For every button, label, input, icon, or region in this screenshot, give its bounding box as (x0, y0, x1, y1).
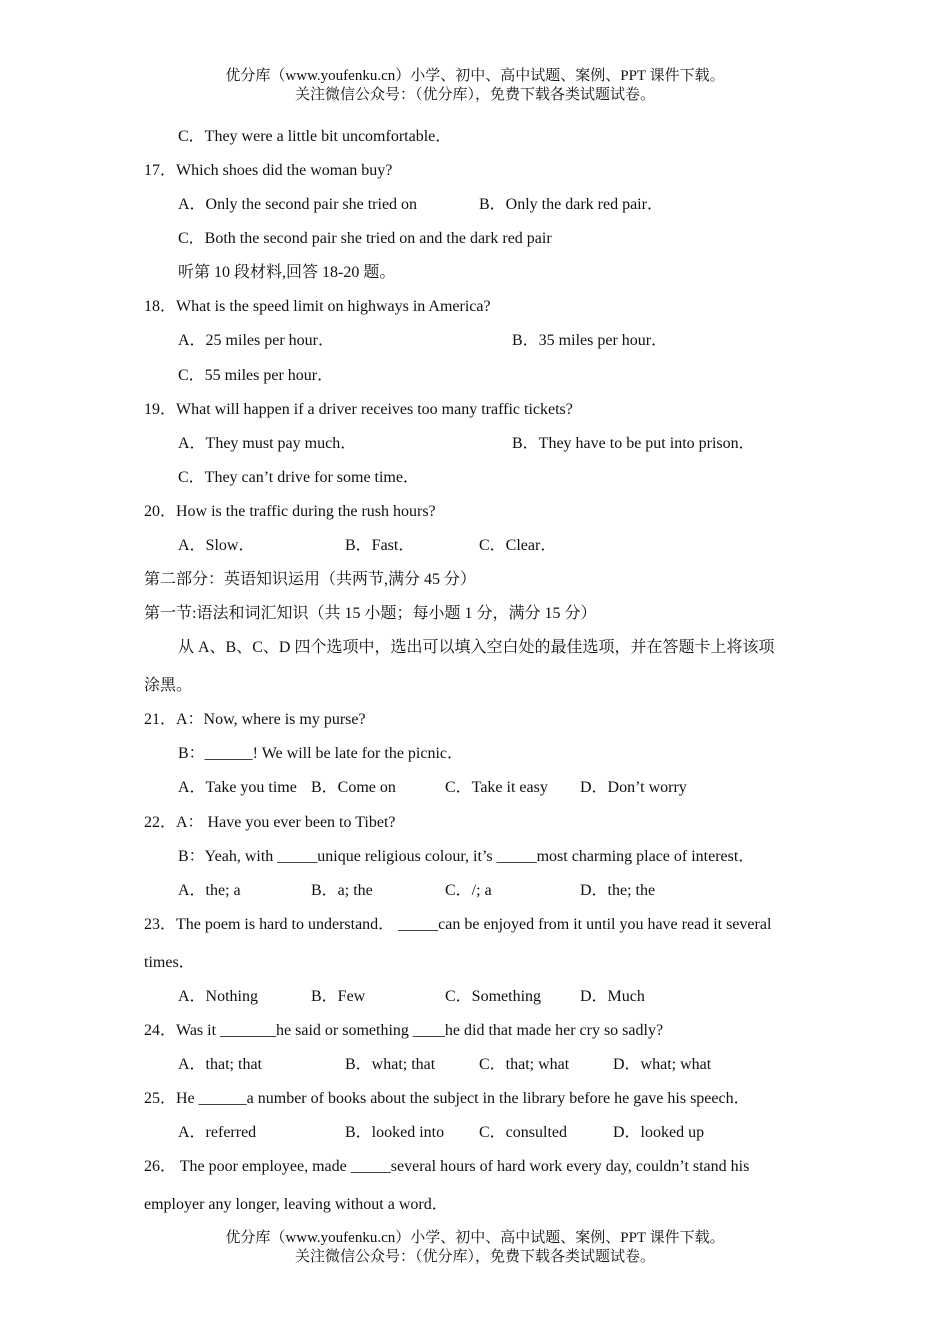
q23-option-a: A．Nothing (178, 988, 259, 1005)
q24-option-d: D．what; what (613, 1056, 712, 1073)
header-line-1: 优分库（www.youfenku.cn）小学、初中、高中试题、案例、PPT 课件下载。 (225, 68, 725, 84)
q25-option-a: A．referred (178, 1124, 257, 1141)
q24-option-b: B．what; that (345, 1056, 436, 1073)
section-one-heading: 第一节:语法和词汇知识（共 15 小题；每小题 1 分，满分 15 分） (144, 605, 597, 622)
q22-option-c: C．/; a (445, 882, 492, 899)
q16-option-c: C．They were a little bit uncomfortable． (178, 128, 452, 145)
q19-option-b: B．They have to be put into prison． (512, 435, 755, 452)
q25-option-d: D．looked up (613, 1124, 705, 1141)
q24-stem: 24．Was it _______he said or something ____he did that made her cry so sadly? (144, 1022, 664, 1039)
q19-stem: 19．What will happen if a driver receives too many traffic tickets? (144, 401, 573, 418)
q18-option-c: C．55 miles per hour． (178, 367, 334, 384)
q17-option-c: C．Both the second pair she tried on and the dark red pair (178, 230, 552, 247)
q20-option-a: A．Slow． (178, 537, 255, 554)
q24-option-a: A．that; that (178, 1056, 262, 1073)
q22-option-d: D．the; the (580, 882, 656, 899)
q21-stem-b: B：______! We will be late for the picnic． (178, 745, 464, 762)
q23-option-c: C．Something (445, 988, 542, 1005)
q21-option-c: C．Take it easy (445, 779, 548, 796)
q25-option-b: B．looked into (345, 1124, 445, 1141)
q26-stem-line-1: 26． The poor employee, made _____several hours of hard work every day, couldn’t stand his (144, 1158, 750, 1175)
header-line-2: 关注微信公众号：（优分库），免费下载各类试题试卷。 (294, 87, 655, 103)
part-two-heading: 第二部分：英语知识运用（共两节,满分 45 分） (144, 571, 477, 588)
q18-option-b: B．35 miles per hour． (512, 332, 668, 349)
q22-stem-a: 22．A： Have you ever been to Tibet? (144, 814, 396, 831)
footer-line-2: 关注微信公众号：（优分库），免费下载各类试题试卷。 (294, 1249, 655, 1265)
q17-stem: 17．Which shoes did the woman buy? (144, 162, 393, 179)
q25-option-c: C．consulted (479, 1124, 567, 1141)
q23-option-b: B．Few (311, 988, 366, 1005)
directions-line-1: 从 A、B、C、D 四个选项中，选出可以填入空白处的最佳选项，并在答题卡上将该项 (178, 639, 775, 656)
q22-option-a: A．the; a (178, 882, 241, 899)
listening-instruction: 听第 10 段材料,回答 18-20 题。 (178, 264, 396, 281)
q20-option-c: C．Clear． (479, 537, 557, 554)
q25-stem: 25．He ______a number of books about the subject in the library before he gave his speech． (144, 1090, 750, 1107)
q21-option-a: A．Take you time (178, 779, 297, 796)
q22-option-b: B．a; the (311, 882, 373, 899)
q23-stem-line-2: times． (144, 954, 195, 971)
q20-option-b: B．Fast． (345, 537, 415, 554)
directions-line-2: 涂黑。 (144, 677, 193, 694)
footer-line-1: 优分库（www.youfenku.cn）小学、初中、高中试题、案例、PPT 课件下载。 (225, 1230, 725, 1246)
q17-option-b: B．Only the dark red pair． (479, 196, 663, 213)
q18-option-a: A．25 miles per hour． (178, 332, 334, 349)
q18-stem: 18．What is the speed limit on highways in America? (144, 298, 491, 315)
q26-stem-line-2: employer any longer, leaving without a word． (144, 1196, 448, 1213)
q21-option-d: D．Don’t worry (580, 779, 687, 796)
q22-stem-b: B：Yeah, with _____unique religious colour, it’s _____most charming place of interest． (178, 848, 755, 865)
q21-stem-a: 21．A：Now, where is my purse? (144, 711, 366, 728)
q23-stem-line-1: 23．The poem is hard to understand． _____can be enjoyed from it until you have read it several (144, 916, 772, 933)
q24-option-c: C．that; what (479, 1056, 570, 1073)
q23-option-d: D．Much (580, 988, 645, 1005)
q19-option-c: C．They can’t drive for some time． (178, 469, 419, 486)
q17-option-a: A．Only the second pair she tried on (178, 196, 418, 213)
q19-option-a: A．They must pay much． (178, 435, 357, 452)
q20-stem: 20．How is the traffic during the rush hours? (144, 503, 436, 520)
q21-option-b: B．Come on (311, 779, 396, 796)
